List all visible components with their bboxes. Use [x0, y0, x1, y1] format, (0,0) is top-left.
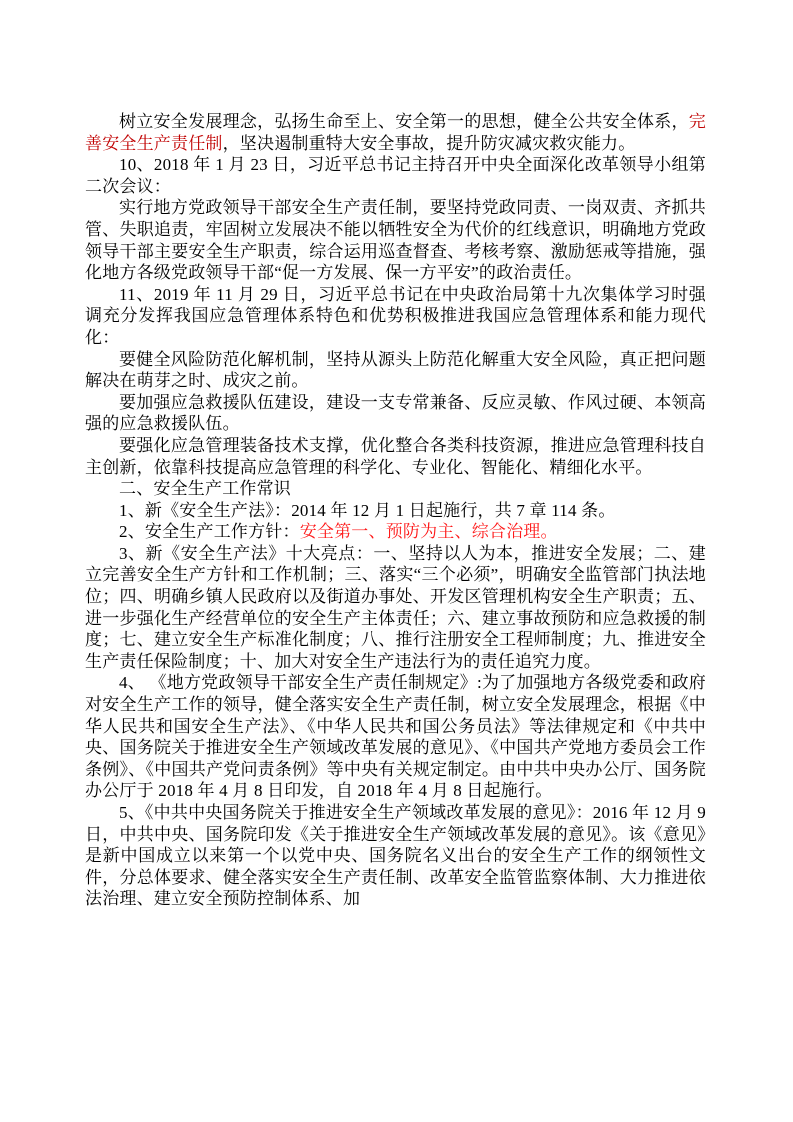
document-body — [85, 111, 706, 910]
paragraph — [85, 672, 706, 802]
text-run: 5、《中共中央国务院关于推进安全生产领域改革发展的意见》：2016 年 12 月 9 日，中共中央、国务院印发《关于推进安全生产领域改革发展的意见》。该《意见》是新中国成立以来第一个以党中央、国务院名义出台的安全生产工作的纲领性文件，分总体要求、健全落实安全生产责任制、改革安全监管监察体制、大力推进依法治理、建立安全预防控制体系、加 — [85, 803, 706, 909]
text-run: 要强化应急管理装备技术支撑，优化整合各类科技资源，推进应急管理科技自主创新，依靠科技提高应急管理的科学化、专业化、智能化、精细化水平。 — [85, 435, 706, 477]
text-run: 2、安全生产工作方针： — [119, 522, 300, 542]
text-run: 11、2019 年 11 月 29 日，习近平总书记在中央政治局第十九次集体学习时强调充分发挥我国应急管理体系特色和优势积极推进我国应急管理体系和能力现代化： — [85, 284, 706, 347]
text-run: 10、2018 年 1 月 23 日，习近平总书记主持召开中央全面深化改革领导小组第二次会议： — [85, 155, 706, 196]
paragraph — [85, 500, 706, 522]
text-run: 安全第一、预防为主、综合治理。 — [299, 522, 558, 542]
text-run: 3、新《安全生产法》十大亮点：一、坚持以人为本，推进安全发展；二、建立完善安全生产方针和工作机制；三、落实“三个必须”，明确安全监管部门执法地位；四、明确乡镇人民政府以及街道办事处、开发区管理机构安全生产职责；五、进一步强化生产经营单位的安全生产主体责任；六、建立事故预防和应急救援的制度；七、建立安全生产标准化制度；八、推行注册安全工程师制度；九、推进安全生产责任保险制度；十、加大对安全生产违法行为的责任追究力度。 — [85, 543, 706, 671]
paragraph — [85, 284, 706, 349]
paragraph — [85, 197, 706, 283]
text-run: ，坚决遏制重特大安全事故，提升防灾减灾救灾能力。 — [222, 133, 636, 153]
text-run: 实行地方党政领导干部安全生产责任制，要坚持党政同责、一岗双责、齐抓共管、失职追责，牢固树立发展决不能以牺牲安全为代价的红线意识，明确地方党政领导干部主要安全生产职责，综合运用巡查督查、考核考察、激励惩戒等措施，强化地方各级党政领导干部“促一方发展、保一方平安”的政治责任。 — [85, 198, 706, 283]
paragraph — [85, 435, 706, 478]
paragraph — [85, 154, 706, 197]
text-run: 4、 《地方党政领导干部安全生产责任制规定》:为了加强地方各级党委和政府对安全生产工作的领导，健全落实安全生产责任制，树立安全发展理念，根据《中华人民共和国安全生产法》、《中华人民共和国公务员法》等法律规定和《中共中央、国务院关于推进安全生产领域改革发展的意见》、《中国共产党地方委员会工作条例》、《中国共产党问责条例》等中央有关规定制定。由中共中央办公厅、国务院办公厅于 2018 年 4 月 8 日印发，自 2018 年 4 月 8 日起施行。 — [85, 673, 706, 801]
paragraph — [85, 543, 706, 673]
text-run: 完善安全生产责任制 — [85, 112, 706, 153]
text-run: 树立安全发展理念，弘扬生命至上、安全第一的思想，健全公共安全体系， — [119, 112, 689, 131]
paragraph — [85, 802, 706, 910]
paragraph — [85, 521, 706, 543]
paragraph — [85, 111, 706, 154]
paragraph — [85, 349, 706, 392]
text-run: 1、新《安全生产法》：2014 年 12 月 1 日起施行，共 7 章 114 条。 — [119, 500, 616, 520]
text-run: 要加强应急救援队伍建设，建设一支专常兼备、反应灵敏、作风过硬、本领高强的应急救援队伍。 — [85, 392, 706, 434]
paragraph — [85, 392, 706, 435]
text-run: 要健全风险防范化解机制，坚持从源头上防范化解重大安全风险，真正把问题解决在萌芽之时、成灾之前。 — [85, 349, 706, 391]
text-run: 二、安全生产工作常识 — [119, 479, 291, 499]
paragraph — [85, 478, 706, 500]
